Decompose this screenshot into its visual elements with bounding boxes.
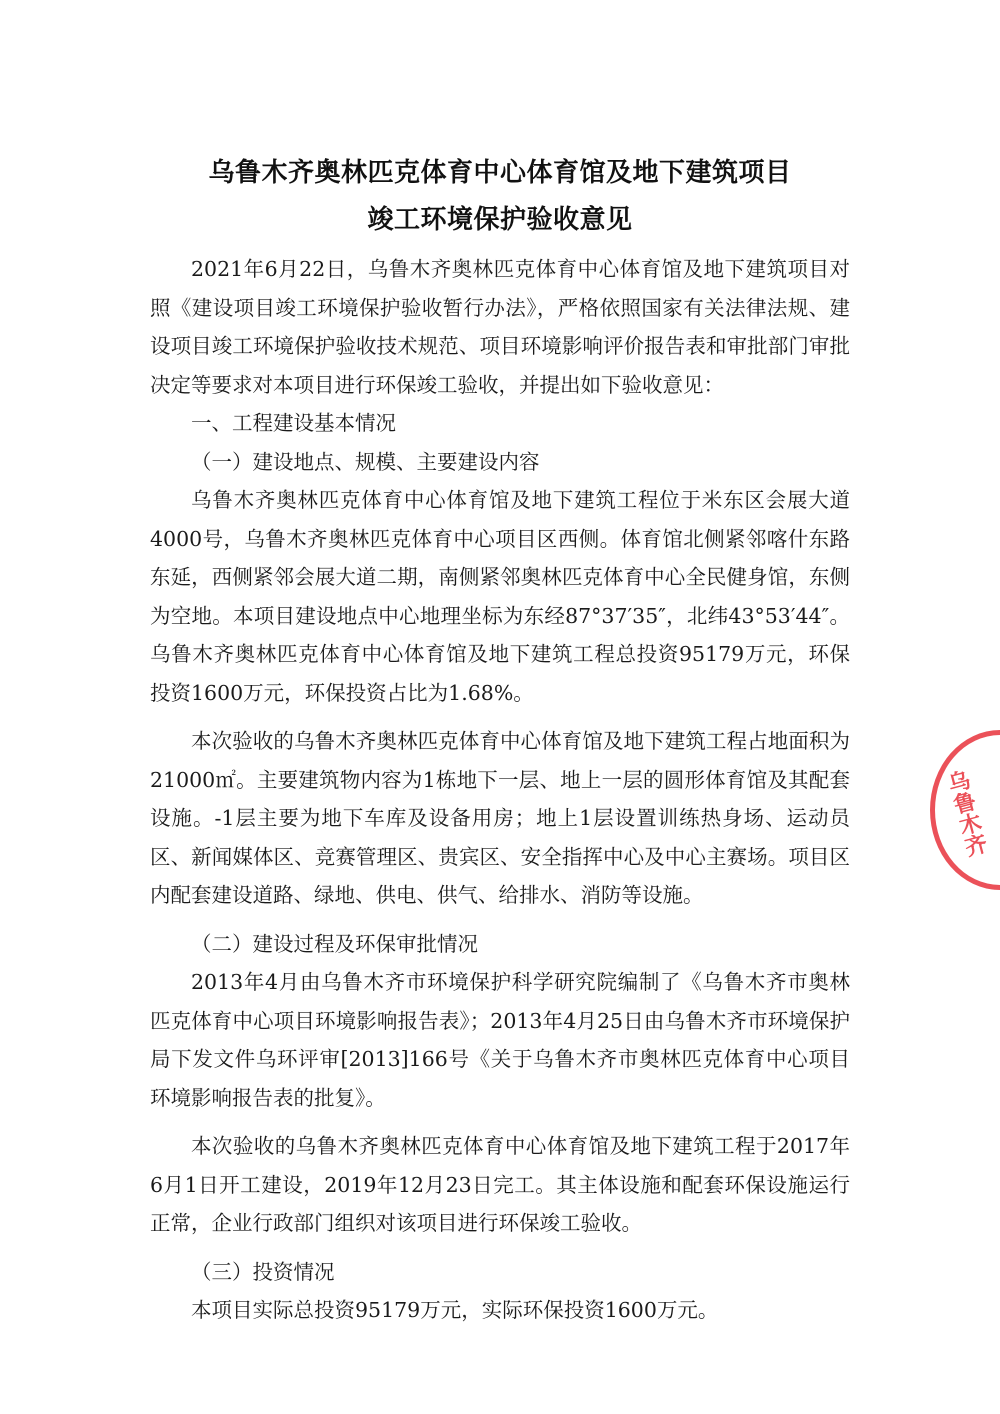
heading-subsection-1: （一）建设地点、规模、主要建设内容 [191,449,540,474]
paragraph-scale: 本次验收的乌鲁木齐奥林匹克体育中心体育馆及地下建筑工程占地面积为21000㎡。主要建筑物内容为1栋地下一层、地上一层的圆形体育馆及其配套设施。-1层主要为地下车库及设备用房；地上1层设置训练热身场、运动员区、新闻媒体区、竞赛管理区、贵宾区、安全指挥中心及中心主赛场。项目区内配套建设道路、绿地、供电、供气、给排水、消防等设施。 [150,729,850,907]
paragraph-approval: 2013年4月由乌鲁木齐市环境保护科学研究院编制了《乌鲁木齐市奥林匹克体育中心项目环境影响报告表》；2013年4月25日由乌鲁木齐市环境保护局下发文件乌环评审[2013]166号《关于乌鲁木齐市奥林匹克体育中心项目环境影响报告表的批复》。 [150,970,850,1110]
document-body [150,250,850,1330]
heading-subsection-2: （二）建设过程及环保审批情况 [191,931,478,956]
document-title-line1: 乌鲁木齐奥林匹克体育中心体育馆及地下建筑项目 [208,158,792,188]
paragraph-intro: 2021年6月22日，乌鲁木齐奥林匹克体育中心体育馆及地下建筑项目对照《建设项目竣工环境保护验收暂行办法》，严格依照国家有关法律法规、建设项目竣工环境保护验收技术规范、项目环境影响评价报告表和审批部门审批决定等要求对本项目进行环保竣工验收，并提出如下验收意见： [150,257,850,397]
heading-subsection-3: （三）投资情况 [191,1259,335,1284]
document-title-line2: 竣工环境保护验收意见 [367,205,633,235]
paragraph-investment: 本项目实际总投资95179万元，实际环保投资1600万元。 [191,1298,719,1322]
paragraph-location: 乌鲁木齐奥林匹克体育中心体育馆及地下建筑工程位于米东区会展大道4000号，乌鲁木齐奥林匹克体育中心项目区西侧。体育馆北侧紧邻喀什东路东延，西侧紧邻会展大道二期，南侧紧邻奥林匹克体育中心全民健身馆，东侧为空地。本项目建设地点中心地理坐标为东经87°37′35″，北纬43°53′44″。乌鲁木齐奥林匹克体育中心体育馆及地下建筑工程总投资95179万元，环保投资1600万元，环保投资占比为1.68%。 [150,488,850,705]
official-seal-text: 乌鲁木齐 [942,767,990,860]
heading-section-1: 一、工程建设基本情况 [191,411,396,435]
paragraph-construction: 本次验收的乌鲁木齐奥林匹克体育中心体育馆及地下建筑工程于2017年6月1日开工建设，2019年12月23日完工。其主体设施和配套环保设施运行正常，企业行政部门组织对该项目进行环保竣工验收。 [150,1134,850,1235]
